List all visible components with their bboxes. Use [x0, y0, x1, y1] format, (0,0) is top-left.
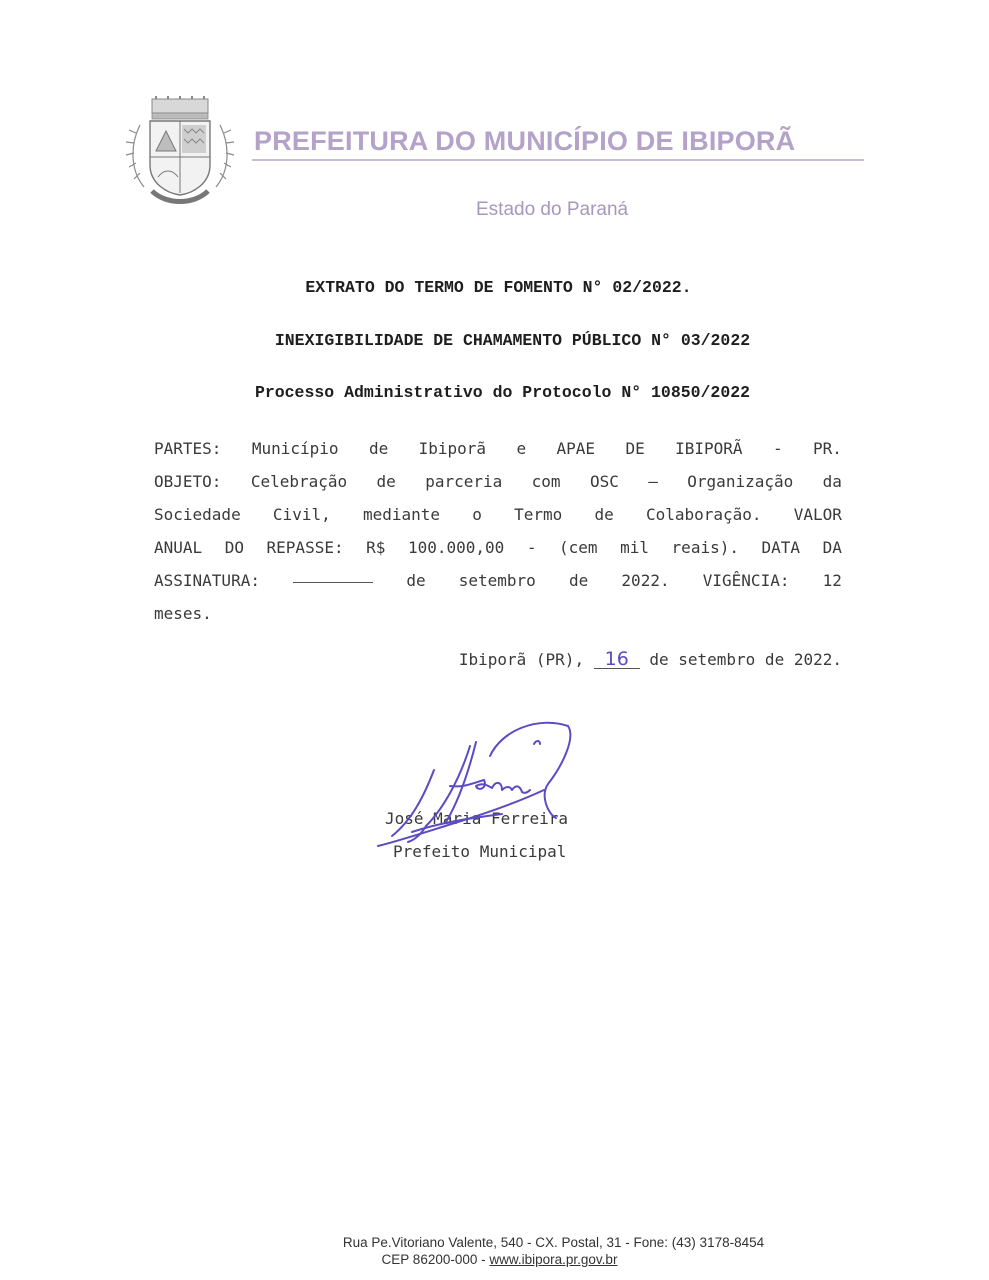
body-line-1 [154, 432, 842, 465]
word: Organização [687, 472, 794, 491]
word: 2022. [621, 571, 670, 590]
word: 12 [822, 571, 842, 590]
word: parceria [425, 472, 503, 491]
word: - [772, 439, 783, 458]
word: Ibiporã [418, 439, 487, 458]
inexigibility-heading: INEXIGIBILIDADE DE CHAMAMENTO PÚBLICO N° 03/2022 [274, 331, 751, 350]
word: Município [251, 439, 339, 458]
date-prefix: Ibiporã (PR), [458, 650, 594, 669]
word: ASSINATURA: [154, 571, 260, 590]
word: DE [625, 439, 645, 458]
extract-heading: EXTRATO DO TERMO DE FOMENTO N° 02/2022. [305, 278, 692, 297]
word: (cem [559, 538, 598, 557]
word: OSC [589, 472, 619, 491]
word: ANUAL [154, 538, 203, 557]
date-suffix: de setembro de 2022. [639, 650, 842, 669]
word: DO [224, 538, 244, 557]
state-name: Estado do Paraná [476, 199, 629, 220]
body-line-6 [154, 597, 842, 630]
website-link[interactable]: www.ibipora.pr.gov.br [489, 1252, 618, 1267]
signer-name: José Maria Ferreira [385, 809, 569, 828]
word: com [531, 472, 561, 491]
word: Celebração [250, 472, 348, 491]
word: Colaboração. [645, 505, 762, 524]
word: REPASSE: [266, 538, 344, 557]
word: Sociedade [154, 505, 241, 524]
footer-address: Rua Pe.Vitoriano Valente, 540 - CX. Postal, 31 - Fone: (43) 3178-8454 [342, 1235, 765, 1250]
word: de [594, 505, 614, 524]
word: reais). [671, 538, 739, 557]
signature-date-blank [293, 564, 373, 583]
word: de [568, 571, 589, 590]
word: o [472, 505, 482, 524]
word: R$ [366, 538, 386, 557]
body-line-2 [154, 465, 842, 498]
word: 100.000,00 [407, 538, 505, 557]
word: VALOR [793, 505, 842, 524]
municipal-crest-icon [122, 95, 238, 207]
word: setembro [458, 571, 536, 590]
body-line-3 [154, 498, 842, 531]
process-heading: Processo Administrativo do Protocolo N° 10850/2022 [254, 383, 751, 402]
word: Civil, [272, 505, 331, 524]
word: de [406, 571, 426, 590]
body-line-4 [154, 531, 842, 564]
word: APAE [556, 439, 596, 458]
word: OBJETO: [154, 472, 222, 491]
handwritten-day: 16 [594, 650, 640, 669]
word: PR. [813, 439, 842, 458]
word: - [526, 538, 537, 557]
word: e [516, 439, 527, 458]
word: de [376, 472, 396, 491]
signer-role: Prefeito Municipal [393, 842, 567, 861]
footer-cep: CEP 86200-000 - [381, 1252, 490, 1267]
body-line-5 [154, 564, 842, 597]
word: VIGÊNCIA: [702, 571, 790, 590]
word: da [822, 472, 842, 491]
word: IBIPORÃ [675, 439, 743, 458]
word: mediante [362, 505, 440, 524]
word: DATA [761, 538, 801, 557]
word: – [648, 472, 658, 491]
body-paragraph [154, 432, 842, 630]
word: de [368, 439, 389, 458]
word: DA [822, 538, 842, 557]
header-title: PREFEITURA DO MUNICÍPIO DE IBIPORÃ [254, 126, 796, 156]
word: PARTES: [154, 439, 222, 458]
word: Termo [514, 505, 563, 524]
word: mil [620, 538, 649, 557]
header-divider [252, 159, 864, 161]
handwritten-signature [372, 718, 592, 858]
date-line [459, 650, 842, 669]
footer [0, 1234, 989, 1268]
footer-contact [0, 1251, 989, 1268]
word: meses. [154, 604, 212, 623]
